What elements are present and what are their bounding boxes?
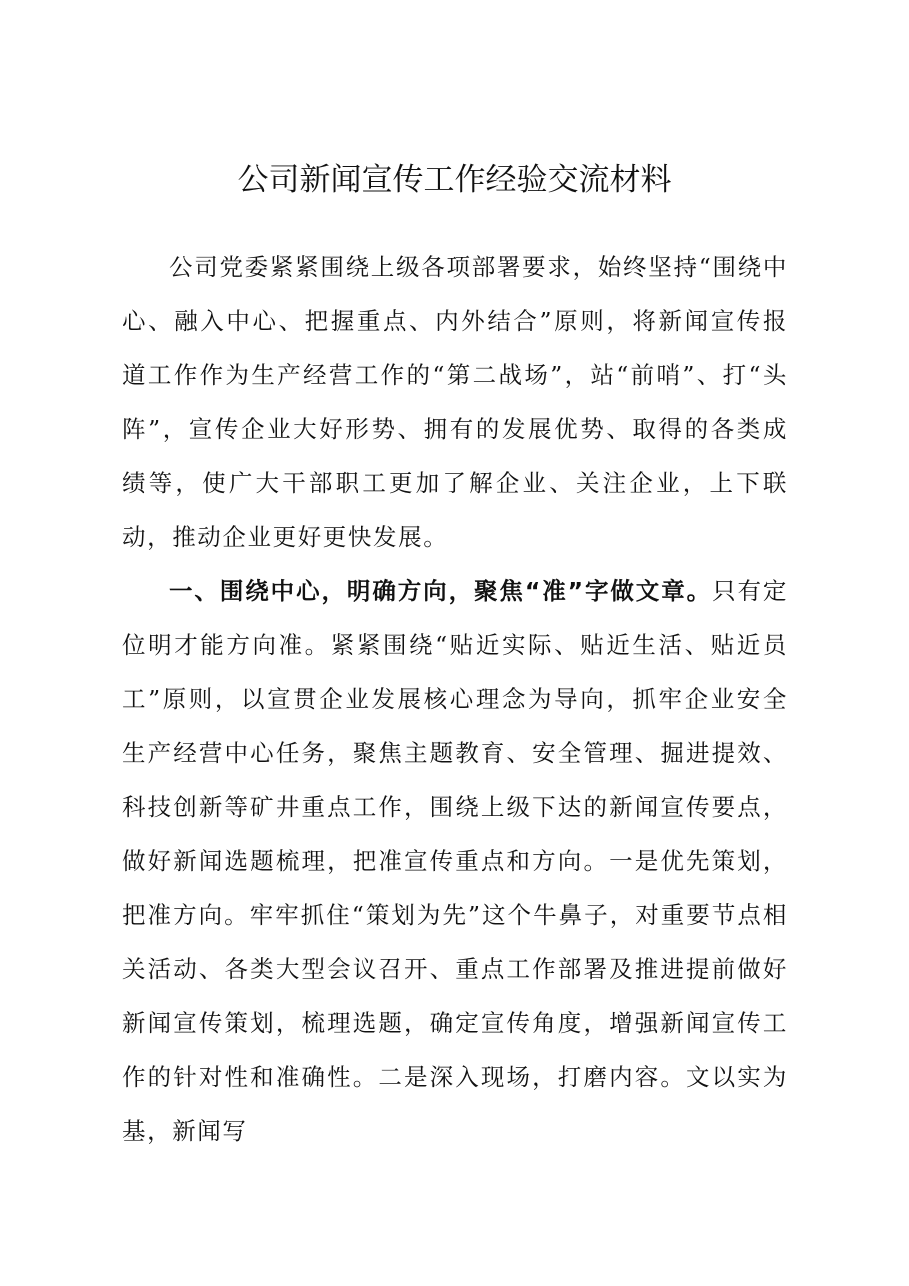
intro-paragraph: 公司党委紧紧围绕上级各项部署要求，始终坚持“围绕中心、融入中心、把握重点、内外结合”原则，将新闻宣传报道工作作为生产经营工作的“第二战场”，站“前哨”、打“头阵”，宣传企业大好形势、拥有的发展优势、取得的各类成绩等，使广大干部职工更加了解企业、关注企业，上下联动，推动企业更好更快发展。 — [122, 253, 788, 551]
section-1-heading: 一、围绕中心，明确方向，聚焦“准”字做文章。 — [169, 577, 713, 605]
section-1-paragraph — [122, 564, 788, 1158]
section-1-text: 只有定位明才能方向准。紧紧围绕“贴近实际、贴近生活、贴近员工”原则，以宣贯企业发展核心理念为导向，抓牢企业安全生产经营中心任务，聚焦主题教育、安全管理、掘进提效、科技创新等矿井重点工作，围绕上级下达的新闻宣传要点，做好新闻选题梳理，把准宣传重点和方向。一是优先策划，把准方向。牢牢抓住“策划为先”这个牛鼻子，对重要节点相关活动、各类大型会议召开、重点工作部署及推进提前做好新闻宣传策划，梳理选题，确定宣传角度，增强新闻宣传工作的针对性和准确性。二是深入现场，打磨内容。文以实为基，新闻写 — [122, 577, 788, 1145]
document-title: 公司新闻宣传工作经验交流材料 — [237, 162, 672, 198]
document-body — [122, 240, 788, 1158]
